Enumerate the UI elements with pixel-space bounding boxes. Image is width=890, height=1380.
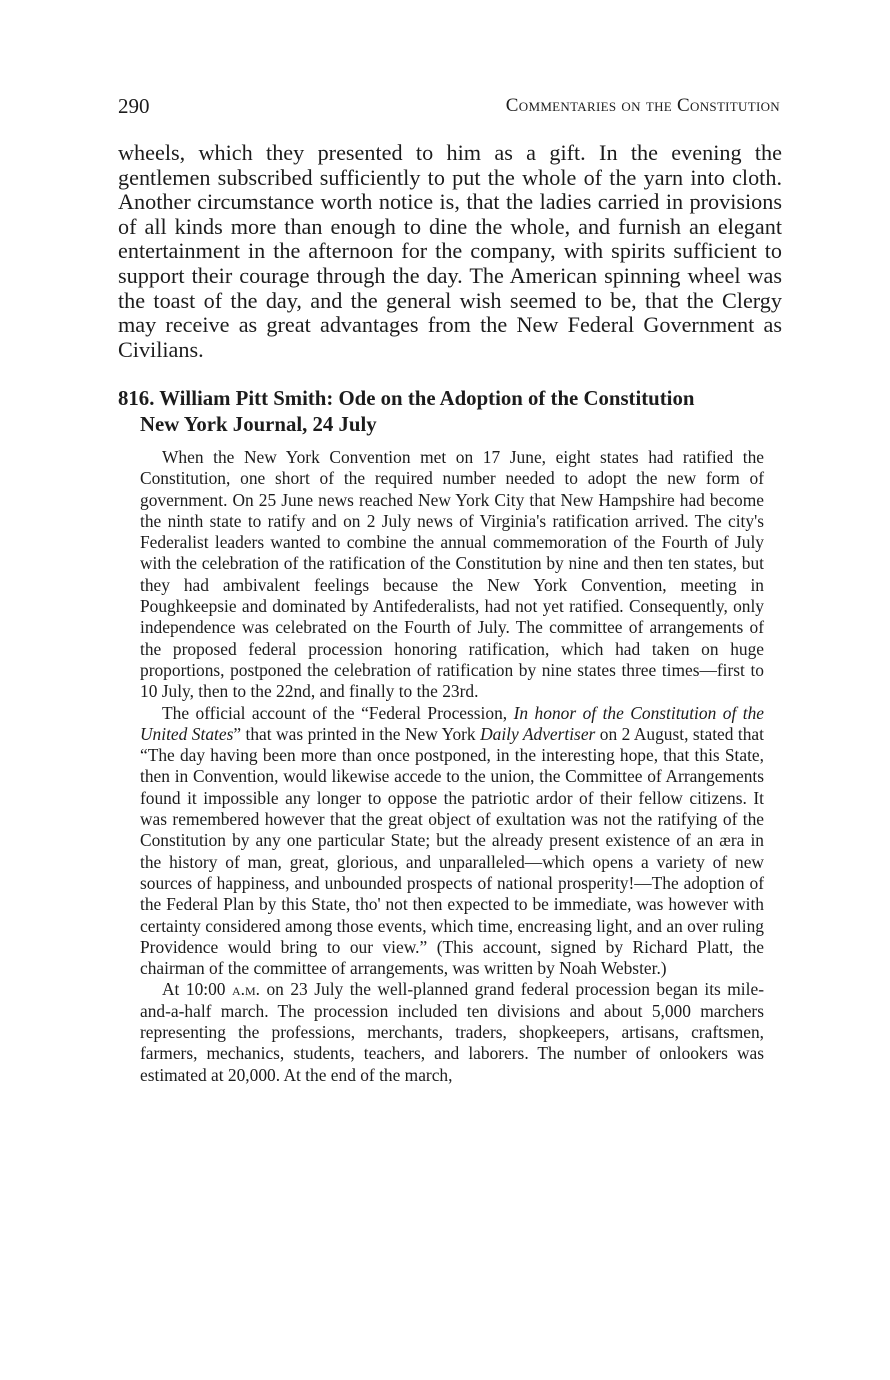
italic-newspaper-name: Daily Advertiser — [480, 723, 596, 744]
headnote-paragraph: When the New York Convention met on 17 June, eight states had ratified the Constitution, one short of the required number needed to adopt the new form of government. On 25 June news reached New York City that New Hampshire had become the ninth state to ratify and on 2 July news of Virginia's ratification arrived. The city's Federalist leaders wanted to combine the annual commemoration of the Fourth of July with the celebration of the ratification of the Constitution by nine and then ten states, but they had ambivalent feelings because the New York Convention, meeting in Poughkeepsie and dominated by Antifederalists, had not yet ratified. Consequently, only independence was celebrated on the Fourth of July. The committee of arrangements of the proposed federal procession honoring ratification, which had taken on huge proportions, postponed the celebration of ratification by nine states three times—first to 10 July, then to the 22nd, and finally to the 23rd. — [140, 447, 764, 702]
text-run: on 23 July the well-planned grand federal procession began its mile-and-a-half march. The procession included ten divisions and about 5,000 marchers representing the professions, merchants, traders, shopkeepers, artisans, craftsmen, farmers, mechanics, students, teachers, and laborers. The number of onlookers was estimated at 20,000. At the end of the march, — [140, 979, 764, 1085]
time-abbreviation: a.m. — [231, 979, 260, 1000]
continuation-paragraph: wheels, which they presented to him as a gift. In the evening the gentlemen subscribed sufficiently to put the whole of the yarn into cloth. Another circumstance worth notice is, that the ladies carried in provisions of all kinds more than enough to dine the whole, and furnish an elegant entertainment in the afternoon for the company, with spirits sufficient to support their courage through the day. The American spinning wheel was the toast of the day, and the general wish seemed to be, that the Clergy may receive as great advantages from the New Federal Government as Civilians. — [118, 140, 782, 362]
text-run: At 10:00 — [162, 979, 232, 1000]
text-run: on 2 August, stated that “The day having been more than once postponed, in the interesting hope, that this State, then in Convention, would likewise accede to the union, the Committee of Arrangements found it impossible any longer to oppose the patriotic ardor of their fellow citizens. It was remembered however that the great object of exultation was not the ratifying of the Constitution by any one particular State; but the already present existence of an æra in the history of man, great, glorious, and unparalleled—which opens a variety of new sources of happiness, and unbounded prospects of national prosperity!—The adoption of the Federal Plan by this State, tho' not then expected to be immediate, was however with certainty considered among those events, which time, encreasing light, and an over ruling Providence would bring to our view.” (This account, signed by Richard Platt, the chairman of the committee of arrangements, was written by Noah Webster.) — [140, 723, 764, 979]
text-run: ” that was printed in the New York — [233, 723, 481, 744]
document-heading — [118, 386, 788, 438]
text-run: The official account of the “Federal Procession, — [162, 702, 514, 723]
editorial-headnote — [140, 447, 764, 1086]
running-head — [118, 94, 780, 120]
document-source: New York Journal, 24 July — [140, 413, 377, 436]
headnote-paragraph — [140, 979, 764, 1085]
headnote-paragraph — [140, 703, 764, 980]
running-title: Commentaries on the Constitution — [505, 95, 780, 116]
italic-title: In honor of the Constitution of the United States — [140, 702, 764, 744]
document-title: 816. William Pitt Smith: Ode on the Adoption of the Constitution — [118, 387, 695, 410]
page-number: 290 — [118, 94, 150, 118]
